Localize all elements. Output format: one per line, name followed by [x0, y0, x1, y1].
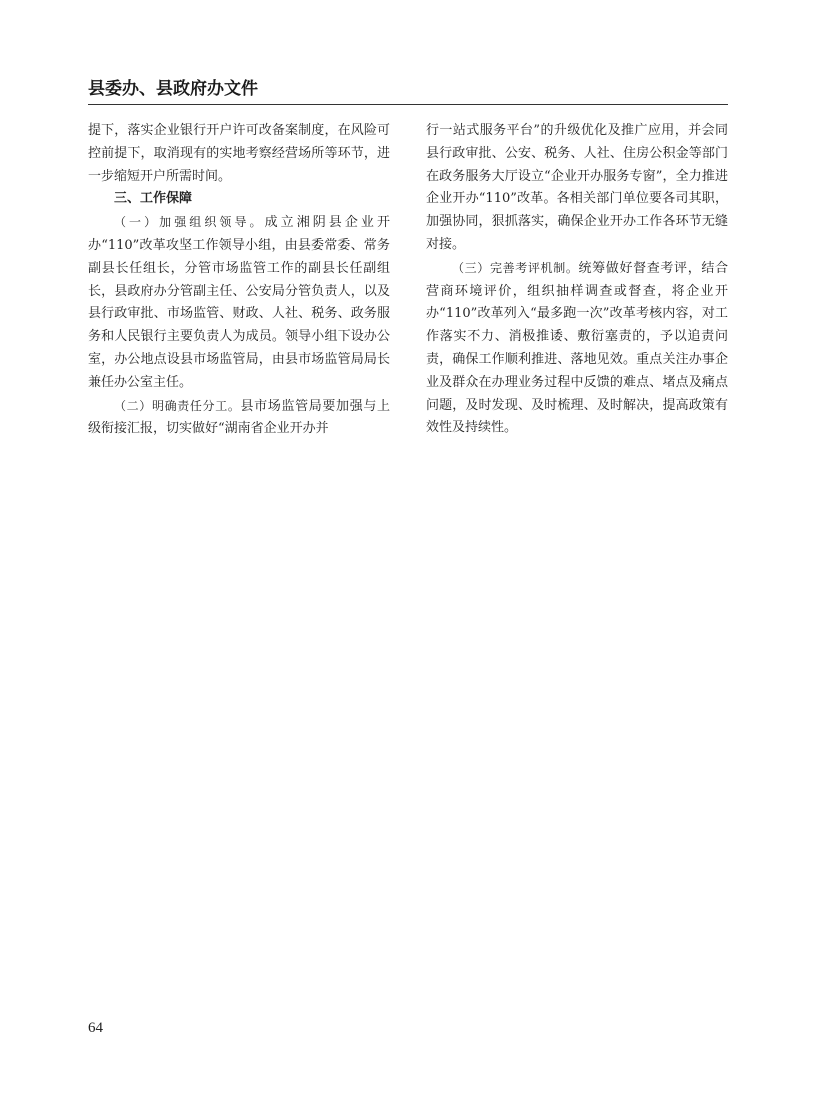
paragraph-evaluation: [426, 257, 728, 440]
paragraph-organization: [88, 211, 390, 394]
continued-paragraph: [426, 120, 728, 257]
subsection-label: （一）加强组织领导。: [114, 215, 265, 230]
continued-paragraph: [88, 120, 390, 188]
running-header: [88, 80, 728, 104]
right-column: [426, 120, 728, 440]
section-heading: 三、工作保障: [114, 191, 193, 207]
paragraph-text: 县市场监管局要加强与上级衔接汇报，切实做好“湖南省企业开办并: [88, 398, 390, 437]
paragraph-text: 行一站式服务平台”的升级优化及推广应用，并会同县行政审批、公安、税务、人社、住房公积金等部门在政务服务大厅设立“企业开办服务专窗”，全力推进企业开办“110”改革。各相关部门单位要各司其职，加强协同，狠抓落实，确保企业开办工作各环节无缝对接。: [426, 123, 728, 252]
paragraph-responsibility: [88, 395, 390, 442]
paragraph-text: 统筹做好督查考评，结合营商环境评价，组织抽样调查或督查，将企业开办“110”改革列入“最多跑一次”改革考核内容，对工作落实不力、消极推诿、敷衍塞责的，予以追责问责，确保工作顺利推进、落地见效。重点关注办事企业及群众在办理业务过程中反馈的难点、堵点及痛点问题，及时发现、及时梳理、及时解决，提高政策有效性及持续性。: [426, 260, 728, 436]
page-number: 64: [88, 1020, 103, 1036]
subsection-label: （三）完善考评机制。: [452, 260, 579, 275]
subsection-label: （二）明确责任分工。: [114, 398, 241, 413]
paragraph-text: 提下，落实企业银行开户许可改备案制度，在风险可控前提下，取消现有的实地考察经营场所等环节，进一步缩短开户所需时间。: [88, 123, 390, 184]
header-divider: [88, 104, 728, 105]
header-title: 县委办、县政府办文件: [88, 79, 258, 99]
left-column: [88, 120, 390, 441]
paragraph-text: 成立湘阴县企业开办“110”改革攻坚工作领导小组，由县委常委、常务副县长任组长，分管市场监管工作的副县长任副组长，县政府办分管副主任、公安局分管负责人，以及县行政审批、市场监管、财政、人社、税务、政务服务和人民银行主要负责人为成员。领导小组下设办公室，办公地点设县市场监管局，由县市场监管局局长兼任办公室主任。: [88, 215, 390, 390]
